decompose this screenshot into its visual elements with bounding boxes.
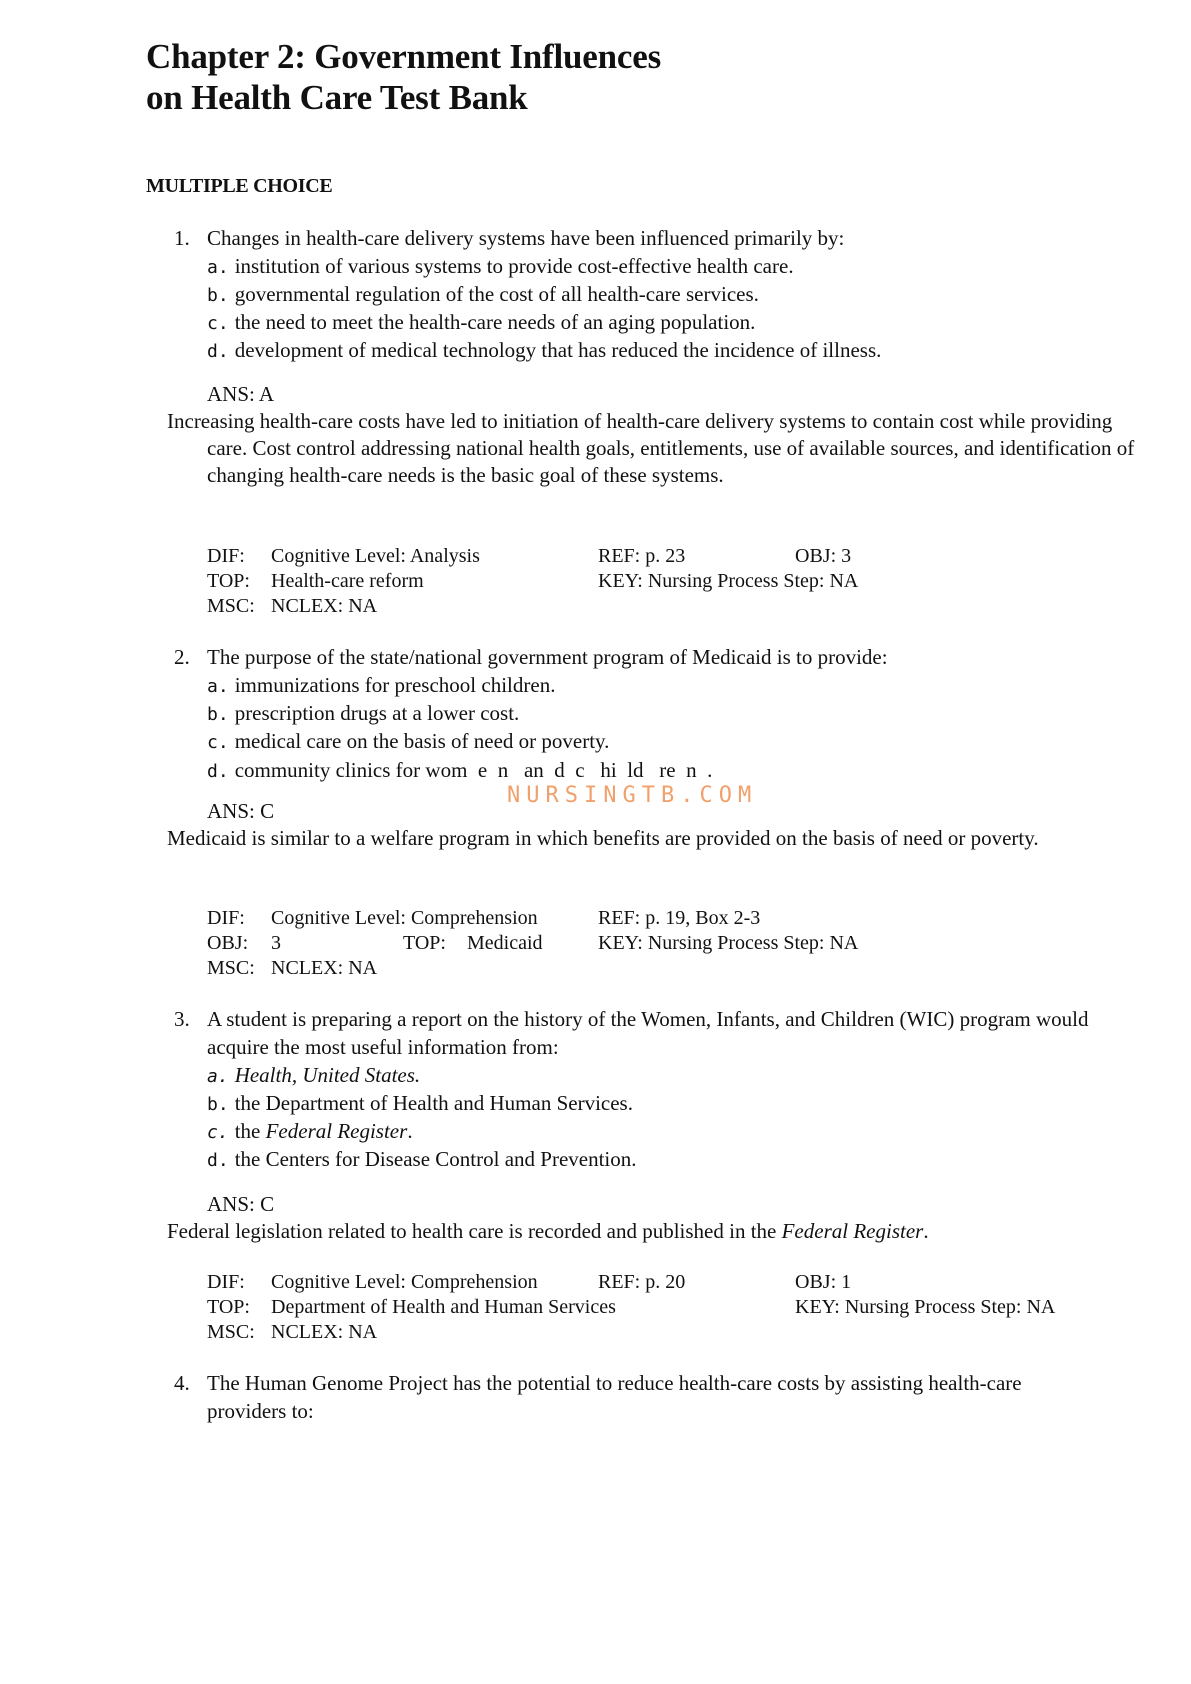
option-text: the Department of Health and Human Services. — [234, 1091, 633, 1115]
rationale: Medicaid is similar to a welfare program in which benefits are provided on the basis of need or poverty. — [167, 826, 1039, 850]
option-c — [207, 1117, 413, 1147]
question-number: 4. — [174, 1371, 190, 1395]
meta-dif: Cognitive Level: Comprehension — [271, 907, 538, 929]
meta-msc: NCLEX: NA — [271, 595, 378, 617]
option-letter: a. — [207, 257, 229, 278]
option-letter: c. — [207, 732, 229, 753]
meta-ref: REF: p. 20 — [598, 1271, 686, 1293]
question-number: 1. — [174, 226, 190, 250]
option-letter: c. — [207, 1122, 229, 1143]
option-letter: b. — [207, 1094, 229, 1115]
option-text: governmental regulation of the cost of all health-care services. — [234, 282, 759, 306]
meta-msc-label: MSC: — [207, 1321, 255, 1343]
option-text: community clinics for wom e n an d c hi ld re n . — [234, 758, 713, 782]
option-text: medical care on the basis of need or poverty. — [234, 729, 610, 753]
meta-top-label: TOP: — [207, 1296, 250, 1318]
meta-dif-label: DIF: — [207, 907, 245, 929]
meta-top: Department of Health and Human Services — [271, 1296, 616, 1318]
title-line-2: on Health Care Test Bank — [146, 78, 528, 117]
meta-top-label: TOP: — [403, 932, 446, 954]
meta-key: KEY: Nursing Process Step: NA — [598, 570, 859, 592]
option-text: the need to meet the health-care needs of an aging population. — [234, 310, 756, 334]
rationale: Increasing health-care costs have led to initiation of health-care delivery systems to contain cost while providing care. Cost control addressing national health goals, entitlements, use of available sources, and identification of changing health-care needs is the basic goal of these systems. — [167, 409, 1135, 487]
meta-key: KEY: Nursing Process Step: NA — [598, 932, 859, 954]
rationale-italic: Federal Register — [781, 1219, 924, 1243]
answer: ANS: A — [207, 382, 275, 406]
meta-msc: NCLEX: NA — [271, 957, 378, 979]
option-text-italic: Federal Register — [265, 1119, 408, 1143]
meta-top-label: TOP: — [207, 570, 250, 592]
section-heading: MULTIPLE CHOICE — [146, 175, 333, 197]
option-c — [207, 308, 755, 338]
rationale — [167, 1218, 1137, 1245]
option-text: the Centers for Disease Control and Prevention. — [234, 1147, 637, 1171]
option-letter: b. — [207, 704, 229, 725]
meta-top: Medicaid — [467, 932, 543, 954]
question-text: A student is preparing a report on the history of the Women, Infants, and Children (WIC) program would acquire the most useful information from: — [207, 1007, 1089, 1059]
meta-obj: OBJ: 3 — [795, 545, 852, 567]
option-letter: a. — [207, 1066, 229, 1087]
question-text: The Human Genome Project has the potential to reduce health-care costs by assisting health-care providers to: — [207, 1371, 1022, 1423]
option-letter: d. — [207, 761, 229, 782]
option-text: development of medical technology that has reduced the incidence of illness. — [234, 338, 882, 362]
option-text: immunizations for preschool children. — [234, 673, 556, 697]
rationale-pre: Federal legislation related to health care is recorded and published in the — [167, 1219, 782, 1243]
option-text: institution of various systems to provide cost-effective health care. — [234, 254, 794, 278]
option-d — [207, 336, 881, 366]
question-number: 3. — [174, 1007, 190, 1031]
option-text-post: . — [407, 1119, 413, 1143]
option-b — [207, 1089, 633, 1119]
option-letter: d. — [207, 341, 229, 362]
meta-dif: Cognitive Level: Comprehension — [271, 1271, 538, 1293]
page-title — [146, 36, 661, 118]
meta-ref: REF: p. 19, Box 2-3 — [598, 907, 761, 929]
meta-msc-label: MSC: — [207, 957, 255, 979]
answer: ANS: C — [207, 799, 275, 823]
option-a — [207, 671, 555, 701]
meta-obj: OBJ: 1 — [795, 1271, 852, 1293]
question-text: The purpose of the state/national government program of Medicaid is to provide: — [207, 645, 888, 669]
option-d — [207, 756, 712, 786]
meta-dif-label: DIF: — [207, 545, 245, 567]
watermark: NURSINGTB.COM — [507, 783, 758, 808]
option-letter: b. — [207, 285, 229, 306]
question-number: 2. — [174, 645, 190, 669]
option-text: Health, United States. — [234, 1063, 421, 1087]
meta-dif-label: DIF: — [207, 1271, 245, 1293]
rationale-post: . — [923, 1219, 929, 1243]
option-letter: d. — [207, 1150, 229, 1171]
meta-ref: REF: p. 23 — [598, 545, 686, 567]
option-a — [207, 252, 794, 282]
meta-obj-label: OBJ: — [207, 932, 249, 954]
meta-msc: NCLEX: NA — [271, 1321, 378, 1343]
option-d — [207, 1145, 637, 1175]
meta-msc-label: MSC: — [207, 595, 255, 617]
option-letter: a. — [207, 676, 229, 697]
option-letter: c. — [207, 313, 229, 334]
option-text: prescription drugs at a lower cost. — [234, 701, 520, 725]
meta-top: Health-care reform — [271, 570, 424, 592]
option-text-pre: the — [234, 1119, 266, 1143]
option-b — [207, 280, 759, 310]
meta-key: KEY: Nursing Process Step: NA — [795, 1296, 1056, 1318]
meta-dif: Cognitive Level: Analysis — [271, 545, 480, 567]
answer: ANS: C — [207, 1192, 275, 1216]
option-a — [207, 1061, 420, 1091]
meta-obj: 3 — [271, 932, 281, 954]
title-line-1: Chapter 2: Government Influences — [146, 37, 661, 76]
question-text: Changes in health-care delivery systems have been influenced primarily by: — [207, 226, 845, 250]
option-c — [207, 727, 609, 757]
option-b — [207, 699, 519, 729]
